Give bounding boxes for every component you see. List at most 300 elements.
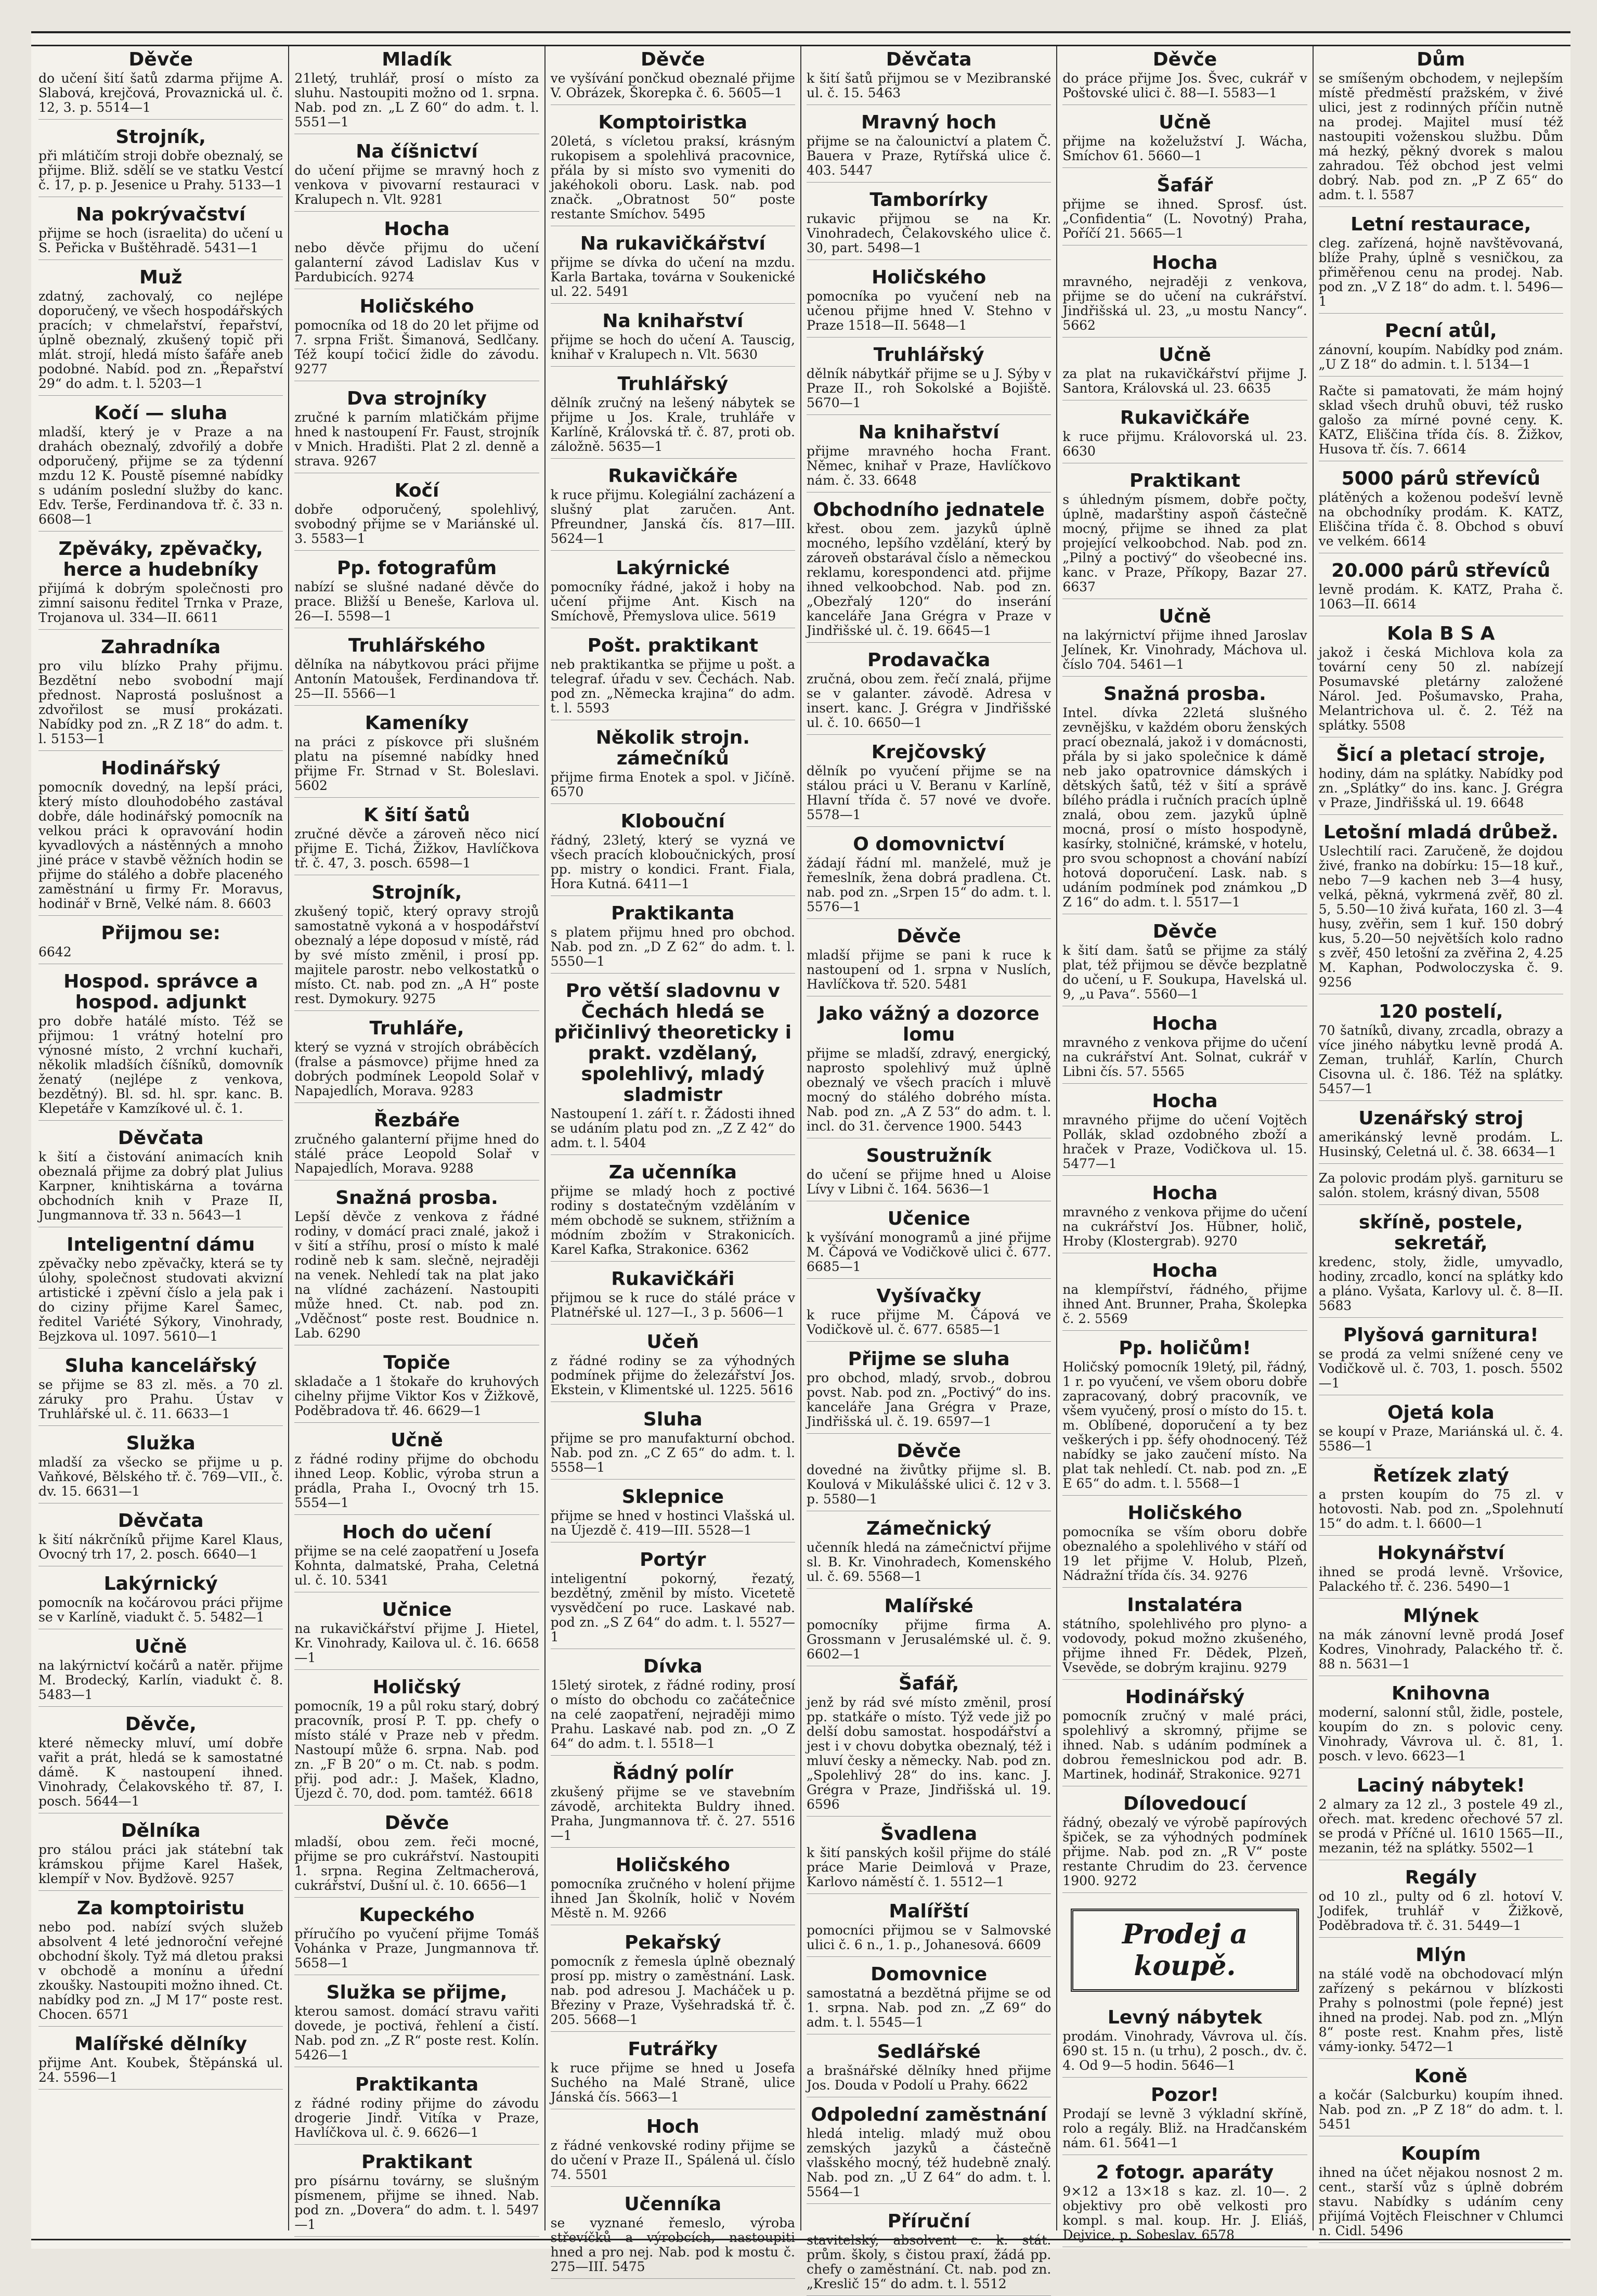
classified-ad (1062, 408, 1307, 463)
ad-heading: Malířské dělníky (74, 2033, 248, 2055)
ad-body: nebo pod. nabízí svých služeb absolvent 4 leté jednoroční veřejné obchodní školy. Tyž má dletou praksi v obchodě a monínu a úřední zkoušky. Nastoupiti možno ihned. Ct. nabídky pod zn. „J M 17“ poste rest. Chocen. 6571 (38, 1919, 283, 2022)
classified-ad (551, 112, 795, 226)
ad-heading: Truhláře, (369, 1018, 464, 1039)
ad-body: Račte si pamatovati, že mám hojný sklad všech druhů obuvi, též rusko galošo za mírné povné ceny. K. KATZ, Eliščina třída čís. 8. Žižkov, Husova tř. čís. 7. 6614 (1318, 383, 1563, 457)
ad-heading: Hocha (384, 218, 450, 240)
ad-body: řádný, obezalý ve výrobě papírových špiček, se za výhodných podmínek přijme. Nab. pod zn. „R V“ poste restante Chrudim do 23. července 1900. 9272 (1062, 1815, 1307, 1888)
classified-ad (551, 811, 795, 896)
classified-ad (1319, 384, 1563, 461)
ad-heading: Plyšová garnitura! (1343, 1325, 1539, 1346)
classified-ad (1319, 1325, 1563, 1395)
ad-body: k ruce přijmu. Kolegiální zacházení a slušný plat zaručen. Ant. Pfreundner, Janská čís. 817—III. 5624—1 (550, 487, 795, 546)
ad-body: k šití nákrčníků přijme Karel Klaus, Ovocný trh 17, 2. posch. 6640—1 (38, 1532, 283, 1562)
ad-body: zručná, obou zem. řečí znalá, přijme se v galanter. závodě. Adresa v insert. kanc. J. Grégra v Jindřišské ul. č. 10. 6650—1 (806, 671, 1051, 730)
ad-heading: Rukavičkáře (1120, 407, 1250, 429)
classified-ad (1319, 1108, 1563, 1164)
classified-ad (551, 311, 795, 367)
classified-ad (294, 635, 539, 706)
ad-heading: Mlýn (1416, 1944, 1466, 1966)
ad-body: zkušený topič, který opravy strojů samostatně vykoná a v hospodářství obeznalý a lépe doposud v místě, rád by své místo změnil, i prosí pp. majitele parostr. nebo velkostatků o místo. Ct. nab. pod zn. „A H“ poste rest. Dymokury. 9275 (294, 904, 539, 1006)
ad-heading: 5000 párů střevíců (1341, 468, 1540, 489)
ad-heading: Rukavičkáře (608, 465, 738, 487)
classified-ad (807, 1901, 1051, 1957)
ad-body: pro písárnu továrny, se slušným písmenem, přijme se ihned. Nab. pod zn. „Dovera“ do adm. t. l. 5497—1 (294, 2173, 539, 2232)
ad-heading: Lakýrnický (103, 1573, 218, 1594)
ad-heading: Koupím (1401, 2143, 1481, 2164)
ad-body: zkušený přijme se ve stavebním závodě, architekta Buldry ihned. Praha, Jungmannova tř. č. 27. 5516—1 (550, 1784, 795, 1843)
ad-heading: Holičského (359, 296, 474, 317)
ad-body: pomocník, 19 a půl roku starý, dobrý pracovník, prosí P. T. pp. chefy o místo stálé v Praze neb v předm. Nastoupí může 6. srpna. Nab. pod zn. „F B 20“ o m. Ct. nab. s podm. přij. pod adr.: J. Mašek, Kladno, Újezd č. 70, dod. pom. tamtéž. 6618 (294, 1698, 539, 1801)
ad-body: jenž by rád své místo změnil, prosí pp. statkáře o místo. Týž vede již po delší dobu samostat. hospodářství a jest i v chovu dobytka obeznalý, též i mluví česky a německy. Nab. pod zn. „Spolehlivý 28“ do ins. kanc. J. Grégra v Praze, Jindřišská ul. 19. 6596 (806, 1695, 1051, 1812)
column-4 (801, 46, 1057, 2291)
classified-ad (1062, 175, 1307, 245)
classified-ad (551, 1487, 795, 1542)
ad-heading: Hocha (1152, 1260, 1218, 1281)
classified-ad (1319, 1212, 1563, 1318)
ad-heading: Učně (391, 1430, 443, 1451)
ad-heading: Holičského (1127, 1502, 1242, 1524)
ad-heading: Topiče (383, 1352, 450, 1373)
classified-ad (551, 374, 795, 459)
ad-heading: Hoch (646, 2116, 699, 2137)
ad-heading: Děvčata (886, 49, 972, 70)
classified-ad (38, 1898, 283, 2027)
ad-heading: Laciný nábytek! (1356, 1775, 1525, 1796)
classified-ad (294, 388, 539, 473)
ad-heading: Krejčovský (871, 742, 986, 763)
ad-body: mladší, který je v Praze a na drahách obeznalý, zdvořilý a dobře odporučený, přijme se za týdenní mzdu 12 K. Poustě písemné nabídky s udáním poslední služby do kanc. Edv. Terše, Ferdinandova tř. č. 33 n. 6608—1 (38, 424, 283, 527)
ad-body: kterou samost. domácí stravu vařiti dovede, je poctivá, řehlení a čistí. Nab. pod zn. „Z R“ poste rest. Kolín. 5426—1 (294, 2004, 539, 2062)
ad-body: na rukavičkářství přijme J. Hietel, Kr. Vinohrady, Kailova ul. č. 16. 6658—1 (294, 1621, 539, 1665)
ad-body: přijme firma Enotek a spol. v Jičíně. 6570 (550, 770, 795, 799)
ad-body: přijme se mladší, zdravý, energický, naprosto spolehlivý muž úplně obeznalý ve všech pracích i mluvě mocný do stálého dobrého místa. Nab. pod zn. „A Z 53“ do adm. t. l. incl. do 31. července 1900. 5443 (806, 1046, 1051, 1134)
classified-ad (294, 1677, 539, 1806)
ad-body: dělník zručný na lešený nábytek se přijme u Jos. Krale, truhláře v Karlíně, Královská tř. č. 87, proti ob. záložně. 5635—1 (550, 395, 795, 454)
ad-heading: Rukavičkáři (611, 1268, 735, 1290)
ad-heading: Ojetá kola (1387, 1402, 1495, 1423)
ad-body: zdatný, zachovalý, co nejlépe doporučený, ve všech hospodářských pracích; v chmelařství, řepařství, úplně obeznalý, zkušený topič při mlát. strojí, hledá místo šafáře aneb podobné. Nabíd. pod zn. „Řepařství 29“ do adm. t. l. 5203—1 (38, 289, 283, 391)
classified-ad (807, 500, 1051, 643)
ad-body: se smíšeným obchodem, v nejlepším místě předměstí pražském, v živé ulici, jest z rodinných příčin nutně na prodej. Majitel musí též nastoupiti voženskou službu. Dům má hezký, pěkný dvorek s malou zahradou. Též obchod jest velmi dobrý. Nab. pod zn. „P Z 65“ do adm. t. l. 5587 (1318, 71, 1563, 202)
classified-ad (807, 1824, 1051, 1894)
ad-body: k šití šatů přijmou se v Mezibranské ul. č. 15. 5463 (806, 71, 1051, 100)
ad-body: do práce přijme Jos. Švec, cukrář v Poštovské ulici č. 88—I. 5583—1 (1062, 71, 1307, 100)
ad-heading: Malířské (884, 1595, 973, 1617)
ad-body: z řádné rodiny přijme do obchodu ihned Leop. Koblic, výroba strun a prádla, Praha I., Ovocný trh 15. 5554—1 (294, 1451, 539, 1510)
classified-ad (1319, 1465, 1563, 1536)
ad-heading: Šafář (1157, 175, 1213, 196)
classified-ad (1319, 822, 1563, 994)
ad-heading: Holičského (872, 267, 986, 288)
ad-heading: Švadlena (880, 1823, 978, 1845)
classified-ad (807, 1004, 1051, 1138)
ad-body: Prodají se levně 3 výkladní skříně, rolo a regály. Bliž. na Hradčanském nám. 61. 5641—1 (1062, 2106, 1307, 2150)
classified-ad (294, 1813, 539, 1898)
classified-ad (294, 713, 539, 798)
ad-body: se přijme se 83 zl. měs. a 70 zl. záruky pro Prahu. Ústav v Truhlářské ul. č. 11. 6633—1 (38, 1377, 283, 1421)
classified-ad (294, 1905, 539, 1975)
classified-ad (1062, 253, 1307, 338)
classified-ad (294, 1522, 539, 1592)
ad-body: přijme se dívka do učení na mzdu. Karla Bartaka, továrna v Soukenické ul. 22. 5491 (550, 255, 795, 299)
classified-ad (1319, 1867, 1563, 1938)
ad-body: ve vyšívání pončkud obeznalé přijme V. Obrázek, Škorepka č. 6. 5605—1 (550, 71, 795, 100)
ad-heading: Zámečnický (866, 1518, 992, 1539)
ad-body: který se vyzná v strojích obráběcích (fralse a pásmovce) přijme hned za dobrých podmínek Leopold Solař v Napajedlích, Morava. 9283 (294, 1040, 539, 1098)
ad-body: přijímá k dobrým společnosti pro zimní saisonu ředitel Trnka v Praze, Trojanova ul. 334—II. 6611 (38, 581, 283, 625)
ad-heading: Hokynářství (1377, 1542, 1504, 1564)
ad-body: dělník po vyučení přijme se na stálou práci u V. Beranu v Karlíně, Hlavní třída č. 57 nové ve dvoře. 5578—1 (806, 763, 1051, 822)
ad-heading: Děvče (128, 49, 193, 70)
ad-heading: Dílovedoucí (1123, 1793, 1247, 1814)
classified-ad (1062, 1687, 1307, 1786)
ad-heading: Strojník, (371, 882, 462, 903)
ad-heading: Šafář, (898, 1673, 959, 1694)
ad-body: mravného z venkova přijme do učení na cukrářství Jos. Hübner, holič, Hroby (Klostergrab). 9270 (1062, 1204, 1307, 1249)
ad-body: hledá intelig. mladý muž obou zemských jazyků a částečně vlašského mocný, též hudebně znalý. Nab. pod zn. „U Z 64“ do adm. t. l. 5564—1 (806, 2126, 1051, 2199)
ad-heading: Soustružník (866, 1145, 992, 1166)
ad-heading: Učně (134, 1636, 187, 1657)
ad-heading: K šití šatů (363, 805, 470, 826)
classified-ad (38, 539, 283, 630)
ad-body: přijme se na celé zaopatření u Josefa Kohnta, dalmatské, Praha, Celetná ul. č. 10. 5341 (294, 1543, 539, 1588)
classified-ad (1062, 1338, 1307, 1496)
classified-ad (38, 127, 283, 197)
classified-ad (1062, 1091, 1307, 1176)
ad-body: které německy mluví, umí dobře vařit a prát, hledá se k samostatné dámě. K nastoupení ihned. Vinohrady, Čelakovského tř. 87, I. posch. 5644—1 (38, 1735, 283, 1809)
classified-ad (38, 2034, 283, 2090)
ad-body: přijme Ant. Koubek, Štěpánská ul. 24. 5596—1 (38, 2055, 283, 2085)
ad-body: pomocníka od 18 do 20 let přijme od 7. srpna Frišt. Šimanová, Sedlčany. Též koupí točicí židle do závodu. 9277 (294, 318, 539, 377)
classified-ad (294, 481, 539, 551)
ad-heading: skříně, postele, sekretář, (1358, 1212, 1523, 1254)
ad-body: 9×12 a 13×18 s kaz. zl. 10—. 2 objektivy pro obě velkosti pro kompl. s mal. koup. Hr. J. Eliáš, Dejvice, p. Sobeslav. 6578 (1062, 2184, 1307, 2242)
ad-heading: Portýr (640, 1549, 706, 1571)
classified-ad (551, 234, 795, 304)
ad-body: nabízí se slušné nadané děvče do prace. Bližší u Beneše, Karlova ul. 26—I. 5598—1 (294, 579, 539, 624)
classified-ad (294, 219, 539, 289)
ad-heading: Sedlářské (877, 2041, 981, 2062)
classified-ad (807, 1286, 1051, 1342)
ad-heading: Sluha kancelářský (64, 1355, 257, 1377)
ad-heading: Dívka (643, 1656, 703, 1677)
ad-heading: Učenice (887, 1208, 970, 1229)
classified-ad (807, 2105, 1051, 2204)
ad-heading: Děvče (897, 926, 961, 947)
classified-ad (807, 190, 1051, 260)
ad-heading: Hodinářský (1125, 1687, 1245, 1708)
classified-ad (551, 1932, 795, 2032)
classified-ad (294, 805, 539, 875)
classified-ad (38, 1821, 283, 1891)
ad-body: ihned se prodá levně. Vršovice, Palackého tř. č. 236. 5490—1 (1318, 1564, 1563, 1594)
ad-heading: Služka se přijme, (326, 1982, 508, 2003)
ad-heading: O domovnictví (853, 834, 1005, 855)
ad-body: pomocníky přijme firma A. Grossmann v Jerusalémské ul. č. 9. 6602—1 (806, 1617, 1051, 1662)
ad-heading: Holičský (372, 1677, 461, 1698)
classified-ad (807, 1146, 1051, 1201)
ad-heading: Na rukavičkářství (580, 233, 765, 254)
classified-ad (1319, 1171, 1563, 1205)
ad-body: Uslechtilí raci. Zaručeně, že dojdou živé, franko na dobírku: 15—18 kuř., nebo 7—9 kachen neb 3—4 husy, velká, pěkná, vykrmená zvěř, 80 zl. 5, 5.50—10 živá kuřata, 160 zl. 3—4 husy, zvěřin, sem 1 kuř. 150 dobrý kus, 5.20—50 největších kolo radno s zvěř, 450 letošní za zvěřina 2, 4.25 M. Kaphan, Podwoloczyska č. 9. 9256 (1318, 844, 1563, 990)
classified-ad (807, 926, 1051, 996)
classified-ad (1062, 49, 1307, 105)
ad-body: kredenc, stoly, židle, umyvadlo, hodiny, zrcadlo, koncí na splátky kdo a pláno. Vyšata, Karlovy ul. č. 8—II. 5683 (1318, 1254, 1563, 1313)
ad-heading: Hoch do učení (342, 1522, 491, 1543)
ad-body: samostatná a bezdětná přijme se od 1. srpna. Nab. pod zn. „Z 69“ do adm. t. l. 5545—1 (806, 1986, 1051, 2030)
classified-ad (294, 558, 539, 628)
classified-ad (38, 1511, 283, 1566)
ad-body: 21letý, truhlář, prosí o místo za sluhu. Nastoupiti možno od 1. srpna. Nab. pod zn. „L Z 60“ do adm. t. l. 5551—1 (294, 71, 539, 129)
classified-ad (294, 49, 539, 134)
ad-body: dobře odporučený, spolehlivý, svobodný přijme se v Mariánské ul. 3. 5583—1 (294, 502, 539, 546)
ad-body: mladší, obou zem. řeči mocné, přijme se pro cukrářství. Nastoupiti 1. srpna. Regina Zeltmacherová, cukrářství, Dušní ul. č. 10. 6656—1 (294, 1834, 539, 1893)
classified-ad (807, 1964, 1051, 2034)
classified-ad (38, 1637, 283, 1707)
ad-heading: Kameníky (365, 712, 469, 734)
ad-heading: Učně (1159, 112, 1211, 133)
classified-ad (294, 1018, 539, 1103)
classified-ad (1319, 745, 1563, 815)
ad-body: na lakýrnictví přijme ihned Jaroslav Jelínek, Kr. Vinohrady, Máchova ul. číslo 704. 5461—1 (1062, 628, 1307, 672)
ad-heading: Dům (1417, 49, 1465, 70)
ad-body: mravného, nejraději z venkova, přijme se do učení na cukrářství. Jindřišská ul. 23, „u mostu Nancy“. 5662 (1062, 274, 1307, 333)
ad-heading: Pošt. praktikant (587, 635, 758, 656)
classified-ad (1319, 624, 1563, 737)
ad-body: na mák zánovní levně prodá Josef Kodres, Vinohrady, Palackého tř. č. 88 n. 5631—1 (1318, 1627, 1563, 1671)
ad-body: přijme se mladý hoch z poctivé rodiny s dostatečným vzděláním v mém obchodě se suknem, střižním a módním zbožím v Strakonicích. Karel Kafka, Strakonice. 6362 (550, 1184, 795, 1257)
ad-heading: Služka (126, 1433, 196, 1454)
ad-body: za plat na rukavičkářství přijme J. Santora, Královská ul. 23. 6635 (1062, 366, 1307, 396)
classified-ad (807, 1596, 1051, 1666)
ad-body: cleg. zařízená, hojně navštěvovaná, blíže Prahy, úplně s vesničkou, za přiměřenou cenu na prodej. Nab. pod zn. „V Z 18“ do adm. t. l. 5496—1 (1318, 236, 1563, 309)
ad-body: pomocníka se vším oboru dobře obeznalého a spolehlivého v stáří od 19 let přijme V. Holub, Plzeň, Nádražní třída čís. 34. 9276 (1062, 1524, 1307, 1583)
classified-ad (1319, 1543, 1563, 1599)
ad-body: na lakýrnictví kočárů a natěr. přijme M. Brodecký, Karlín, viadukt č. 8. 5483—1 (38, 1658, 283, 1702)
classified-ad (1062, 2162, 1307, 2247)
ad-body: 2 almary za 12 zl., 3 postele 49 zl., ořech. mat. kredenc ořechové 57 zl. se prodá v Příčné ul. 1610 1565—II., mezanin, též na splátky. 5502—1 (1318, 1797, 1563, 1856)
ad-body: přijme mravného hocha Frant. Němec, knihař v Praze, Havlíčkovo nám. č. 33. 6648 (806, 444, 1051, 488)
ad-body: zpěvačky nebo zpěvačky, která se ty úlohy, společnost studovati akvizní artistické i zpěvní číslo a jela pak i do ciziny přijme Karel Šamec, ředitel Variété Sýkory, Vinohrady, Bejzkova ul. 1097. 5610—1 (38, 1256, 283, 1344)
classified-ad (807, 650, 1051, 735)
classified-ad (1062, 345, 1307, 400)
classified-ad (551, 1550, 795, 1649)
ad-body: dovedné na živůtky přijme sl. B. Koulová v Mikulášské ulici č. 12 v 3. p. 5580—1 (806, 1462, 1051, 1507)
ad-heading: 20.000 párů střevíců (1331, 560, 1551, 581)
ad-body: 70 šatníků, divany, zrcadla, obrazy a více jiného nábytku levně prodá A. Zeman, truhlář, Karlín, Church Cisovna ul. č. 186. Též na splátky. 5457—1 (1318, 1023, 1563, 1096)
ad-body: přijme se hoch do učení A. Tauscig, knihař v Kralupech n. Vlt. 5630 (550, 332, 795, 362)
top-rule (31, 33, 1570, 46)
ad-body: neb praktikantka se přijme u pošt. a telegraf. úřadu v sev. Čechách. Nab. pod zn. „Německa krajina“ do adm. t. l. 5593 (550, 657, 795, 716)
ad-body: Intel. dívka 22letá slušného zevnějšku, v každém oboru ženských prací obeznalá, jakož i v domácnosti, přála by si jako společnice k dámě neb jako opatrovnice dámských i dětských šatů, též v šití a správě bílého prádla i ručních pracích úplně znalá, obou zem. jazyků úplně mocná, prosí o místo hospodyně, kasírky, stolničné, krámské, v hotelu, pro svou schopnost a chování nabízí hotová doporučení. Lask. nab. s udáním podmínek pod známkou „D Z 16“ do adm. t. l. 5517—1 (1062, 705, 1307, 910)
ad-body: učenník hledá na zámečnictví přijme sl. B. Kr. Vinohradech, Komenského ul. č. 69. 5568—1 (806, 1540, 1051, 1584)
ad-body: a kočár (Salcburku) koupím ihned. Nab. pod zn. „P Z 18“ do adm. t. l. 5451 (1318, 2087, 1563, 2132)
ad-heading: Na pokrývačství (76, 204, 246, 225)
column-1 (33, 46, 289, 2230)
classified-ad (1062, 112, 1307, 168)
ad-heading: Kola B S A (1387, 623, 1495, 644)
ad-heading: Regály (1405, 1867, 1477, 1888)
ad-heading: Knihovna (1391, 1683, 1490, 1704)
ad-body: zánovní, koupím. Nabídky pod znám. „U Z 18“ do admin. t. l. 5134—1 (1318, 342, 1563, 372)
ad-heading: Mladík (382, 49, 452, 70)
ad-heading: Učeň (646, 1331, 699, 1353)
classified-ad (551, 981, 795, 1155)
ad-body: řádný, 23letý, který se vyzná ve všech pracích kloboučnických, prosí pp. mistry o kondici. Frant. Fiala, Hora Kutná. 6411—1 (550, 833, 795, 891)
ad-body: přijme se hned v hostinci Vlašská ul. na Újezdě č. 419—III. 5528—1 (550, 1508, 795, 1538)
ad-heading: Hocha (1152, 252, 1218, 274)
ad-heading: Obchodního jednatele (813, 499, 1045, 521)
ad-body: rukavic přijmou se na Kr. Vinohradech, Čelakovského ulice č. 30, part. 5498—1 (806, 211, 1051, 255)
ad-heading: Pro větší sladovnu v Čechách hledá se přičinlivý theoreticky i prakt. vzdělaný, spolehlivý, mladý sladmistr (554, 980, 792, 1106)
classified-ad (807, 1349, 1051, 1434)
ad-body: na klempířství, řádného, přijme ihned Ant. Brunner, Praha, Školepka č. 2. 5569 (1062, 1282, 1307, 1326)
column-5 (1057, 46, 1313, 2242)
ad-heading: Koně (1414, 2066, 1468, 2087)
classified-ad (294, 883, 539, 1011)
ad-body: se koupí v Praze, Mariánská ul. č. 4. 5586—1 (1318, 1424, 1563, 1454)
ad-heading: Učně (1159, 344, 1211, 366)
ad-heading: Snažná prosba. (335, 1187, 498, 1209)
ad-body: pomocníky řádné, jakož i hoby na učení přijme Ant. Kisch na Smíchově, Přemyslova ulice. 5619 (550, 579, 795, 624)
classified-ad (1319, 1002, 1563, 1101)
ad-heading: Řetízek zlatý (1372, 1465, 1509, 1486)
ad-heading: Děvče, (125, 1714, 197, 1735)
ad-body: přijme se pro manufakturní obchod. Nab. pod zn. „C Z 65“ do adm. t. l. 5558—1 (550, 1431, 795, 1475)
ad-body: pomocníka zručného v holení přijme ihned Jan Školník, holič v Novém Městě n. M. 9266 (550, 1876, 795, 1921)
classified-ad (38, 971, 283, 1121)
ad-heading: Děvče (384, 1812, 449, 1834)
ad-heading: 120 postelí, (1379, 1001, 1503, 1022)
classified-ad (551, 1269, 795, 1325)
ad-heading: Pp. holičům! (1119, 1338, 1251, 1359)
ad-heading: Dělníka (121, 1820, 201, 1841)
ad-heading: Zpěváky, zpěvačky, herce a hudebníky (58, 538, 263, 580)
classified-ad (38, 923, 283, 964)
classified-ad (807, 1209, 1051, 1279)
ad-heading: Praktikant (361, 2151, 472, 2173)
ad-body: skladače a 1 štokaře do kruhových cihelny přijme Viktor Kos v Žižkově, Poděbradova tř. 46. 6629—1 (294, 1374, 539, 1418)
ad-body: k ruce přijme se hned u Josefa Suchého na Malé Straně, ulice Jánská čís. 5663—1 (550, 2060, 795, 2105)
ad-heading: Příruční (887, 2211, 970, 2232)
ad-heading: Za komptoiristu (76, 1898, 245, 1919)
ad-heading: Truhlářský (617, 373, 729, 395)
classified-ad (807, 1441, 1051, 1511)
classified-ad (807, 267, 1051, 338)
classified-ad (551, 903, 795, 974)
ad-body: levně prodám. K. KATZ, Praha č. 1063—II. 6614 (1318, 582, 1563, 612)
ad-heading: Letošní mladá drůbež. (1323, 822, 1559, 843)
classified-ad (294, 1353, 539, 1423)
classified-ad (551, 49, 795, 105)
ad-body: Nastoupení 1. září t. r. Žádosti ihned se udáním platu pod zn. „Z Z 42“ do adm. t. l. 5404 (550, 1106, 795, 1150)
classified-ad (294, 1110, 539, 1181)
ad-body: na práci z pískovce při slušném platu na písemné nabídky hned přijme Fr. Strnad v St. Boleslavi. 5602 (294, 734, 539, 793)
classified-ad (38, 403, 283, 531)
ad-body: stavitelský, absolvent c. k. stát. prům. školy, s čistou praxí, žádá pp. chefy o zaměstnání. Ct. nab. pod zn. „Kreslič 15“ do adm. t. l. 5512 (806, 2233, 1051, 2291)
ad-body: Lepší děvče z venkova z řádné rodiny, v domácí praci znalé, jakož i v šití a stříhu, prosí o místo k malé rodině neb k sam. slečně, nejraději na venek. Nehledí tak na plat jako na vlídné zacházení. Nastoupiti může hned. Ct. nab. pod zn. „Vděčnost“ poste rest. Boudnice n. Lab. 6290 (294, 1209, 539, 1341)
ad-heading: Klobouční (620, 811, 725, 832)
ad-heading: Děvčata (118, 1127, 204, 1149)
ad-heading: Futrářky (628, 2039, 718, 2060)
ad-heading: Zahradníka (101, 637, 221, 658)
ad-heading: Praktikant (1129, 470, 1240, 491)
classified-ad (551, 558, 795, 628)
ad-heading: Řádný polír (612, 1762, 733, 1784)
ad-heading: Hocha (1152, 1091, 1218, 1112)
ad-body: z řádné rodiny přijme do závodu drogerie Jindř. Vitíka v Praze, Havlíčkova ul. č. 9. 6626—1 (294, 2096, 539, 2140)
classified-ad (38, 267, 283, 396)
ad-body: 6642 (38, 944, 72, 959)
classified-ad (551, 466, 795, 551)
ad-heading: Mlýnek (1403, 1605, 1479, 1627)
ad-body: pro vilu blízko Prahy přijmu. Bezdětní nebo svobodní mají přednost. Naprostá poslušnost a zdvořilost se musí prokázati. Nabídky pod zn. „R Z 18“ do adm. t. l. 5153—1 (38, 658, 283, 746)
ad-body: při mlátičím stroji dobře obeznalý, se přijme. Bliž. sdělí se ve statku Vestcí č. 17, p. p. Jesenice u Prahy. 5133—1 (38, 148, 283, 192)
ad-body: přijme se hoch (israelita) do učení u S. Peřicka v Buštěhradě. 5431—1 (38, 226, 283, 255)
ad-body: Za polovic prodám plyš. garnituru se salón. stolem, krásný divan, 5508 (1318, 1171, 1563, 1200)
classified-ad (1319, 2066, 1563, 2136)
ad-heading: Letní restaurace, (1351, 214, 1531, 235)
ad-body: plátěných a koženou podešví levně na obchodníky prodám. K. KATZ, Eliščina třída č. 8. Obchod s obuví ve velkém. 6614 (1318, 490, 1563, 549)
ad-body: hodiny, dám na splátky. Nabídky pod zn. „Splátky“ do ins. kanc. J. Grégra v Praze, Jindřišská ul. 19. 6648 (1318, 766, 1563, 810)
ad-heading: Několik strojn. zámečníků (595, 727, 750, 769)
ad-heading: Kočí — sluha (94, 403, 228, 424)
classified-ad (1062, 1794, 1307, 1893)
classified-ad (1062, 1014, 1307, 1084)
ad-body: pomocník z řemesla úplně obeznalý prosí pp. mistry o zaměstnání. Lask. nab. pod adresou J. Macháček u p. Březiny v Praze, Vyšehradská tř. č. 205. 5668—1 (550, 1954, 795, 2027)
classified-ad (807, 2042, 1051, 2097)
ad-heading: Domovnice (871, 1964, 988, 1985)
ad-body: státního, spolehlivého pro plyno- a vodovody, pokud možno zkušeného, přijme ihned Fr. Dědek, Plzeň, Vsevěde, se dobrým krajinu. 9279 (1062, 1616, 1307, 1675)
ad-body: mladší přijme se pani k ruce k nastoupení od 1. srpna v Nuslích, Havlíčkova tř. 520. 5481 (806, 948, 1051, 992)
classified-ad (294, 1188, 539, 1345)
ad-heading: Učnice (382, 1599, 452, 1620)
ad-body: s úhledným písmem, dobře počty, úplně, madarštiny aspoň částečně mocný, přijme se ihned za plat projející velkoobchod. Nab. pod zn. „Pilný a poctivý“ do všeobecné ins. kanc. v Praze, Příkopy, Bazar 27. 6637 (1062, 492, 1307, 594)
ad-heading: Dva strojníky (346, 388, 487, 409)
classified-ad (38, 1714, 283, 1813)
ad-body: pomocník zručný v malé práci, spolehlivý a skromný, přijme se ihned. Nab. s udáním podmínek a dobrou řemeslnickou pod adr. B. Martinek, hodinář, Strakonice. 9271 (1062, 1708, 1307, 1782)
classified-ad (807, 2211, 1051, 2296)
ad-body: nebo děvče přijmu do učení galanterní závod Ladislav Kus v Pardubicích. 9274 (294, 240, 539, 284)
ad-body: pomocník dovedný, na lepší práci, který místo dlouhodobého zastával dobře, dále hodinářský pomocník na velkou práci k opravování hodin kyvadlových a nástěnných a mnoho jiné práce v stavbě věžních hodin se přijme do stálého a dobře placeného zaměstnání u firmy Fr. Moravus, hodinář v Brně, Velké nám. 8. 6603 (38, 780, 283, 911)
ad-body: k šití dam. šatů se přijme za stálý plat, též přijmou se děvče bezplatně do učení, u F. Soukupa, Havelská ul. 9, „u Pava“. 5560—1 (1062, 943, 1307, 1002)
newspaper-page (31, 31, 1570, 2291)
classified-ad (38, 1235, 283, 1348)
classified-ad (1319, 214, 1563, 314)
ad-heading: Pekařský (625, 1932, 721, 1953)
ad-heading: Hocha (1152, 1183, 1218, 1204)
ad-body: pomocníka po vyučení neb na učenou přijme hned V. Stehno v Praze 1518—II. 5648—1 (806, 289, 1051, 333)
classified-ad (551, 1656, 795, 1756)
ad-heading: Uzenářský stroj (1358, 1108, 1524, 1129)
ad-heading: Děvče (1152, 49, 1217, 70)
ad-heading: Holičského (615, 1854, 730, 1876)
ad-heading: Přijmou se: (101, 923, 220, 944)
ad-heading: Za učenníka (608, 1162, 737, 1183)
ad-body: amerikánský levně prodám. L. Husinský, Celetná ul. č. 38. 6634—1 (1318, 1130, 1563, 1159)
ad-heading: Přijme se sluha (848, 1348, 1010, 1370)
classified-ad (1062, 1261, 1307, 1331)
classified-ad (1062, 1183, 1307, 1253)
ad-body: příručího po vyučení přijme Tomáš Vohánka v Praze, Jungmannova tř. 5658—1 (294, 1926, 539, 1970)
ad-heading: Na knihařství (602, 310, 744, 332)
ad-body: k vyšívání monogramů a jiné přijme M. Čápová ve Vodičkově ulici č. 677. 6685—1 (806, 1230, 1051, 1274)
ad-body: se vyznané řemeslo, výroba střevíčků a výrobcích, nastoupiti hned a pro nej. Nab. pod k mostu č. 275—III. 5475 (550, 2215, 795, 2274)
ad-heading: Děvče (1152, 921, 1217, 942)
ad-heading: Prodavačka (867, 650, 991, 671)
ad-body: přijme na koželužství J. Wácha, Smíchov 61. 5660—1 (1062, 134, 1307, 163)
classified-ad (294, 1430, 539, 1515)
